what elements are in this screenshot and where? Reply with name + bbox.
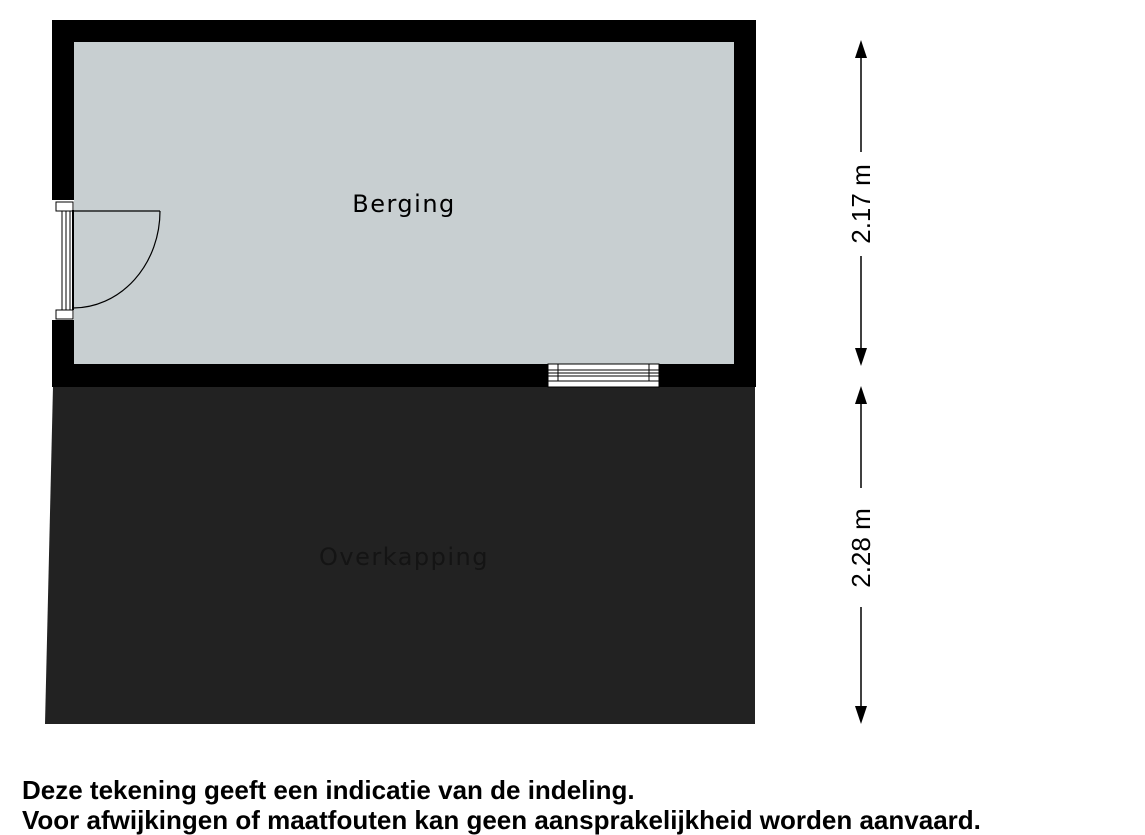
disclaimer-line-1: Deze tekening geeft een indicatie van de indeling. [22, 775, 635, 805]
room-label-storage: Berging [352, 190, 456, 218]
dimension-label-canopy: 2.28 m [846, 508, 876, 588]
arrow-down-icon [855, 706, 867, 724]
dimension-storage-depth [846, 40, 876, 366]
arrow-down-icon [855, 348, 867, 366]
arrow-up-icon [855, 40, 867, 58]
arrow-up-icon [855, 386, 867, 404]
dimension-canopy-depth [846, 386, 876, 724]
window [548, 364, 659, 387]
room-label-canopy: Overkapping [319, 543, 489, 571]
dimension-label-storage: 2.17 m [846, 164, 876, 244]
disclaimer-line-2: Voor afwijkingen of maatfouten kan geen aansprakelijkheid worden aanvaard. [22, 805, 981, 835]
